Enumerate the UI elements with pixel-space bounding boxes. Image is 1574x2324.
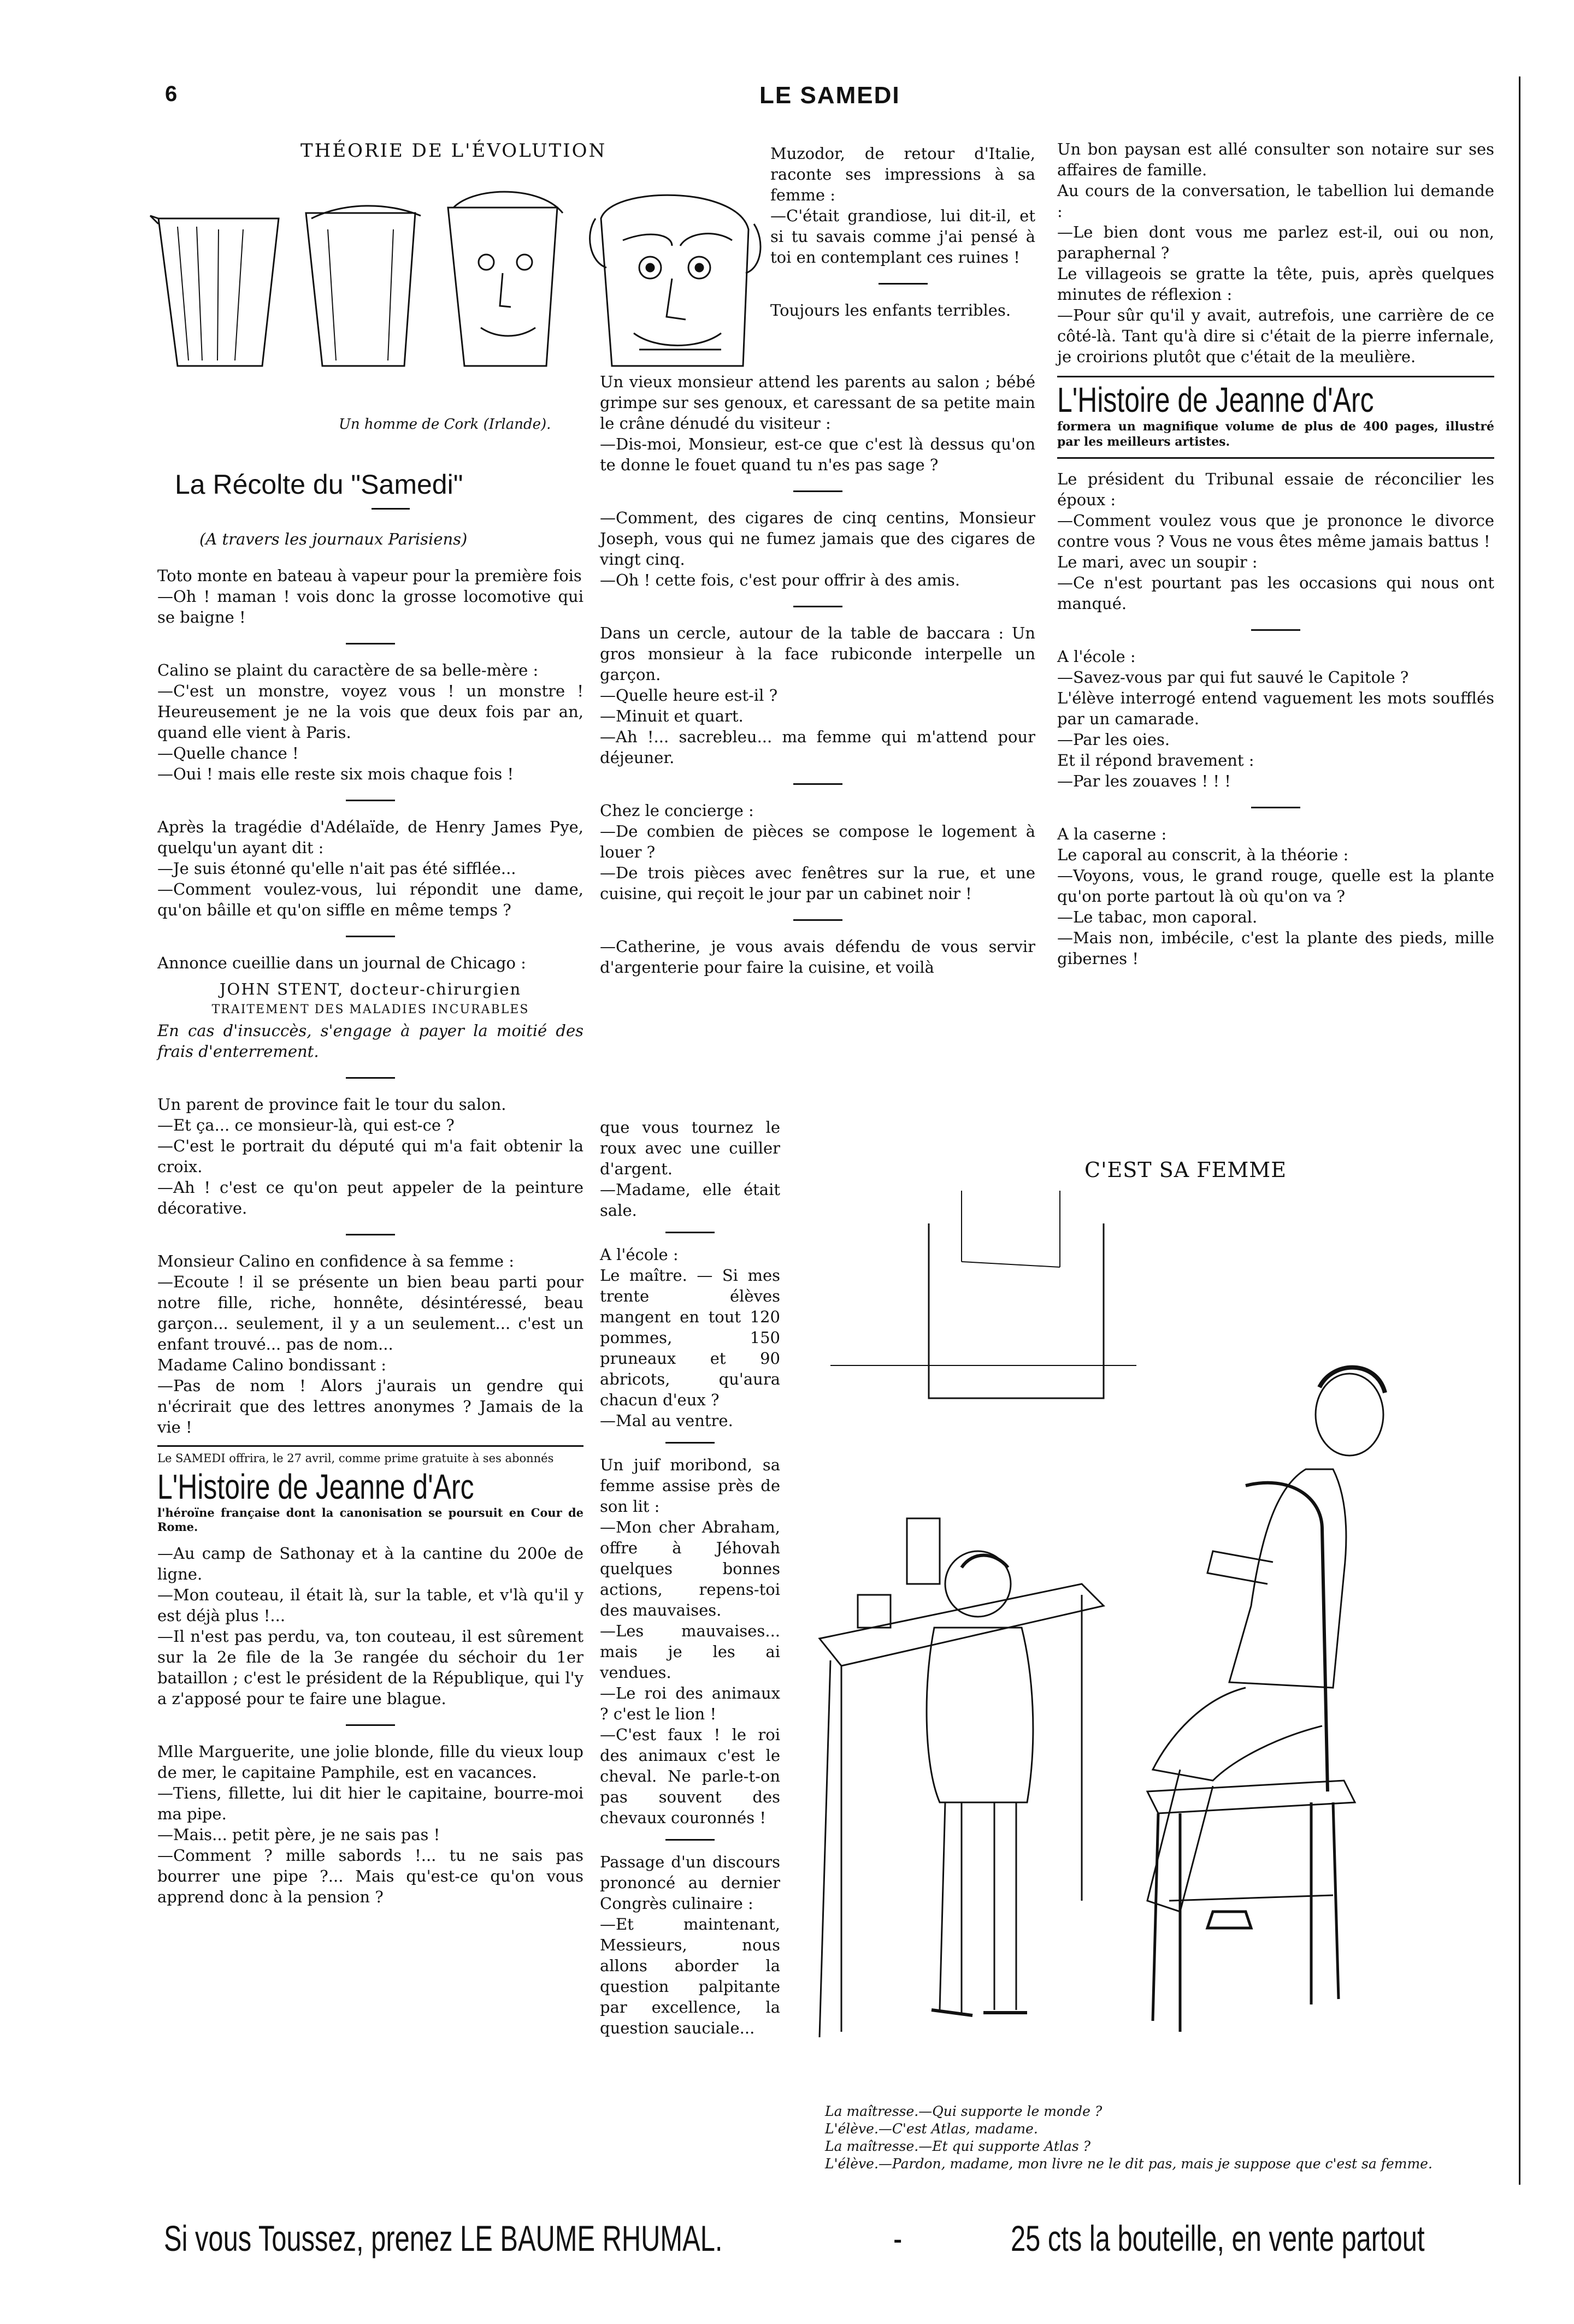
col3-text: —Ce n'est pourtant pas les occasions qui nous ont manqué.	[1057, 573, 1494, 613]
col2-text: —Le roi des animaux ? c'est le lion !	[600, 1684, 780, 1723]
jeanne-sub-right: formera un magnifique volume de plus de 400 pages, illustré par les meilleurs artistes.	[1057, 419, 1494, 449]
col3-text: —Par les zouaves ! ! !	[1057, 772, 1231, 790]
col2-text: —De combien de pièces se compose le logement à louer ?	[600, 822, 1035, 861]
col1-text: —Mais... petit père, je ne sais pas !	[157, 1825, 440, 1844]
col1-text: —Et ça... ce monsieur-là, qui est-ce ?	[157, 1116, 455, 1134]
col2-text: que vous tournez le roux avec une cuiller d'argent.	[600, 1118, 780, 1178]
col3-text: —Savez-vous par qui fut sauvé le Capitole ?	[1057, 668, 1409, 687]
caption-line: L'élève.—C'est Atlas, madame.	[825, 2121, 1038, 2137]
col1-text: Après la tragédie d'Adélaïde, de Henry James Pye, quelqu'un ayant dit :	[157, 818, 583, 857]
col2-text: —De trois pièces avec fenêtres sur la rue, et une cuisine, qui reçoit le jour par un cabinet noir !	[600, 864, 1035, 903]
col2-text: —Oh ! cette fois, c'est pour offrir à des amis.	[600, 571, 960, 589]
jeanne-sub-left: l'héroïne française dont la canonisation se poursuit en Cour de Rome.	[157, 1506, 583, 1534]
col3-text: —Par les oies.	[1057, 730, 1170, 749]
caption-line: La maîtresse.—Qui supporte le monde ?	[825, 2103, 1103, 2119]
col2-text: —Mon cher Abraham, offre à Jéhovah quelques bonnes actions, repens-toi des mauvaises.	[600, 1518, 780, 1619]
recolte-subtitle: (A travers les journaux Parisiens)	[199, 530, 468, 548]
footer-dash: -	[893, 2218, 903, 2258]
col1-text: —Quelle chance !	[157, 744, 299, 762]
col1-text: —Pas de nom ! Alors j'aurais un gendre qui n'écrirait que des lettres anonymes ? Jamais de la vie !	[157, 1376, 583, 1436]
jeanne-title-right: L'Histoire de Jeanne d'Arc	[1057, 380, 1374, 419]
col2-text: —Et maintenant, Messieurs, nous allons aborder la question palpitante par excellence, la question sauciale...	[600, 1915, 780, 2037]
col1-text: —Je suis étonné qu'elle n'ait pas été sifflée...	[157, 859, 516, 878]
column-2-top	[770, 143, 1035, 321]
col2-text: Le maître. — Si mes trente élèves mangent en tout 120 pommes, 150 pruneaux et 90 abricots, qu'aura chacun d'eux ?	[600, 1266, 780, 1409]
page-number: 6	[165, 82, 178, 106]
col2-text: A l'école :	[600, 1245, 679, 1264]
col2-text: Dans un cercle, autour de la table de baccara : Un gros monsieur à la face rubiconde interpelle un garçon.	[600, 624, 1035, 684]
col2-text: —Catherine, je vous avais défendu de vous servir d'argenterie pour faire la cuisine, et voilà	[600, 937, 1035, 977]
col1-text: —Ah ! c'est ce qu'on peut appeler de la peinture décorative.	[157, 1178, 583, 1217]
caption-line: La maîtresse.—Et qui supporte Atlas ?	[825, 2138, 1091, 2154]
col3-text: A l'école :	[1057, 647, 1136, 666]
col2-text: Un juif moribond, sa femme assise près de son lit :	[600, 1456, 780, 1516]
col2-text: —Madame, elle était sale.	[600, 1180, 780, 1220]
col3-text: —Le tabac, mon caporal.	[1057, 908, 1258, 926]
col1-text: —Ecoute ! il se présente un bien beau parti pour notre fille, riche, honnête, désintéressé, beau garçon... seulement, il y a un seulement... c'est un enfant trouvé... pas de nom...	[157, 1273, 583, 1353]
footer-advert-right: 25 cts la bouteille, en vente partout	[1011, 2218, 1425, 2258]
col1-text: —Oui ! mais elle reste six mois chaque fois !	[157, 765, 514, 783]
col2-text: —Comment, des cigares de cinq centins, Monsieur Joseph, vous qui ne fumez jamais que des cigares de vingt cinq.	[600, 508, 1035, 569]
evolution-caption: Un homme de Cork (Irlande).	[339, 416, 551, 433]
col1-text: —Tiens, fillette, lui dit hier le capitaine, bourre-moi ma pipe.	[157, 1784, 583, 1823]
col1-text: —C'est le portrait du député qui m'a fait obtenir la croix.	[157, 1137, 583, 1176]
advert-name: JOHN STENT, docteur-chirurgien	[219, 980, 522, 998]
col3-text: Le villageois se gratte la tête, puis, après quelques minutes de réflexion :	[1057, 264, 1494, 304]
col3-text: Un bon paysan est allé consulter son notaire sur ses affaires de famille.	[1057, 140, 1494, 179]
col2-text: Un vieux monsieur attend les parents au salon ; bébé grimpe sur ses genoux, et caressant de sa petite main le crâne dénudé du visiteur :	[600, 372, 1035, 433]
femme-title: C'EST SA FEMME	[1084, 1158, 1287, 1182]
col2-text: Passage d'un discours prononcé au dernier Congrès culinaire :	[600, 1853, 780, 1913]
col3-text: —Le bien dont vous me parlez est-il, oui ou non, paraphernal ?	[1057, 223, 1494, 262]
femme-caption	[825, 2103, 1535, 2173]
caption-line: L'élève.—Pardon, madame, mon livre ne le dit pas, mais je suppose que c'est sa femme.	[825, 2156, 1432, 2172]
col3-text: Le caporal au conscrit, à la théorie :	[1057, 845, 1349, 864]
col1-text: Toto monte en bateau à vapeur pour la première fois	[157, 566, 582, 585]
recolte-title: La Récolte du "Samedi"	[175, 469, 463, 500]
col2-text: —Les mauvaises... mais je les ai vendues.	[600, 1622, 780, 1682]
col1-text: Madame Calino bondissant :	[157, 1356, 387, 1374]
column-2-narrow	[600, 1117, 780, 2038]
col3-text: L'élève interrogé entend vaguement les mots soufflés par un camarade.	[1057, 689, 1494, 728]
col1-text: —Au camp de Sathonay et à la cantine du 200e de ligne.	[157, 1544, 583, 1583]
col2-text: Muzodor, de retour d'Italie, raconte ses impressions à sa femme :	[770, 144, 1035, 204]
jeanne-title-left: L'Histoire de Jeanne d'Arc	[157, 1467, 474, 1506]
col1-text: Mlle Marguerite, une jolie blonde, fille du vieux loup de mer, le capitaine Pamphile, est en vacances.	[157, 1742, 583, 1782]
col1-text: —Comment voulez-vous, lui répondit une dame, qu'on bâille et qu'on siffle en même temps ?	[157, 880, 583, 919]
col1-text: —Comment ? mille sabords !... tu ne sais pas bourrer une pipe ?... Mais qu'est-ce qu'on vous apprend donc à la pension ?	[157, 1846, 583, 1906]
col2-text: —C'est faux ! le roi des animaux c'est le cheval. Ne parle-t-on pas souvent des chevaux couronnés !	[600, 1725, 780, 1827]
col1-text: —Oh ! maman ! vois donc la grosse locomotive qui se baigne !	[157, 587, 583, 626]
col1-text: —C'est un monstre, voyez vous ! un monstre ! Heureusement je ne la vois que deux fois par an, quand elle vient à Paris.	[157, 682, 583, 742]
col2-text: Toujours les enfants terribles.	[770, 301, 1011, 320]
column-3-top	[1057, 139, 1494, 969]
col2-text: —Ah !... sacrebleu... ma femme qui m'attend pour déjeuner.	[600, 728, 1035, 767]
col1-text: Monsieur Calino en confidence à sa femme :	[157, 1252, 515, 1270]
col3-text: Le président du Tribunal essaie de réconcilier les époux :	[1057, 470, 1494, 509]
col2-text: —C'était grandiose, lui dit-il, et si tu savais comme j'ai pensé à toi en contemplant ces ruines !	[770, 206, 1035, 267]
col3-text: Au cours de la conversation, le tabellion lui demande :	[1057, 181, 1494, 221]
column-1-anecdotes	[157, 565, 583, 1907]
col3-text: Et il répond bravement :	[1057, 751, 1254, 770]
col3-text: Le mari, avec un soupir :	[1057, 553, 1258, 571]
evolution-title: THÉORIE DE L'ÉVOLUTION	[300, 140, 607, 162]
col3-text: —Pour sûr qu'il y avait, autrefois, une carrière de ce côté-là. Tant qu'à dire si c'était de la pierre infernale, je croirions plutôt que c'était de la meulière.	[1057, 306, 1494, 366]
col1-text: —Mon couteau, il était là, sur la table, et v'là qu'il y est déjà plus !...	[157, 1586, 583, 1625]
col2-text: —Mal au ventre.	[600, 1411, 733, 1430]
column-2-wide	[600, 371, 1035, 978]
col2-text: —Quelle heure est-il ?	[600, 686, 778, 705]
col3-text: —Comment voulez vous que je prononce le divorce contre vous ? Vous ne vous êtes même jamais battus !	[1057, 511, 1494, 551]
promo-note: Le SAMEDI offrira, le 27 avril, comme prime gratuite à ses abonnés	[157, 1452, 554, 1465]
col1-text: En cas d'insuccès, s'engage à payer la moitié des frais d'enterrement.	[157, 1021, 583, 1061]
col1-text: —Il n'est pas perdu, va, ton couteau, il est sûrement sur la 2e file de la 3e rangée du séchoir du 1er bataillon ; c'est le président de la République, qui l'y a z'apposé pour te faire une blague.	[157, 1627, 583, 1708]
col3-text: A la caserne :	[1057, 825, 1167, 843]
col2-text: —Minuit et quart.	[600, 707, 744, 725]
advert-line: TRAITEMENT DES MALADIES INCURABLES	[211, 1003, 529, 1016]
col1-text: Calino se plaint du caractère de sa belle-mère :	[157, 661, 539, 679]
col2-text: —Dis-moi, Monsieur, est-ce que c'est là dessus qu'on te donne le fouet quand tu n'es pas sage ?	[600, 435, 1035, 474]
col1-text: Annonce cueillie dans un journal de Chicago :	[157, 954, 526, 972]
col3-text: —Mais non, imbécile, c'est la plante des pieds, mille gibernes !	[1057, 929, 1494, 968]
journal-title: LE SAMEDI	[759, 82, 900, 109]
footer-advert-left: Si vous Toussez, prenez LE BAUME RHUMAL.	[164, 2218, 723, 2258]
col1-text: Un parent de province fait le tour du salon.	[157, 1095, 506, 1114]
col2-text: Chez le concierge :	[600, 801, 754, 820]
femme-illustration	[798, 1191, 1508, 2114]
col3-text: —Voyons, vous, le grand rouge, quelle est la plante qu'on porte partout là où qu'on va ?	[1057, 866, 1494, 906]
